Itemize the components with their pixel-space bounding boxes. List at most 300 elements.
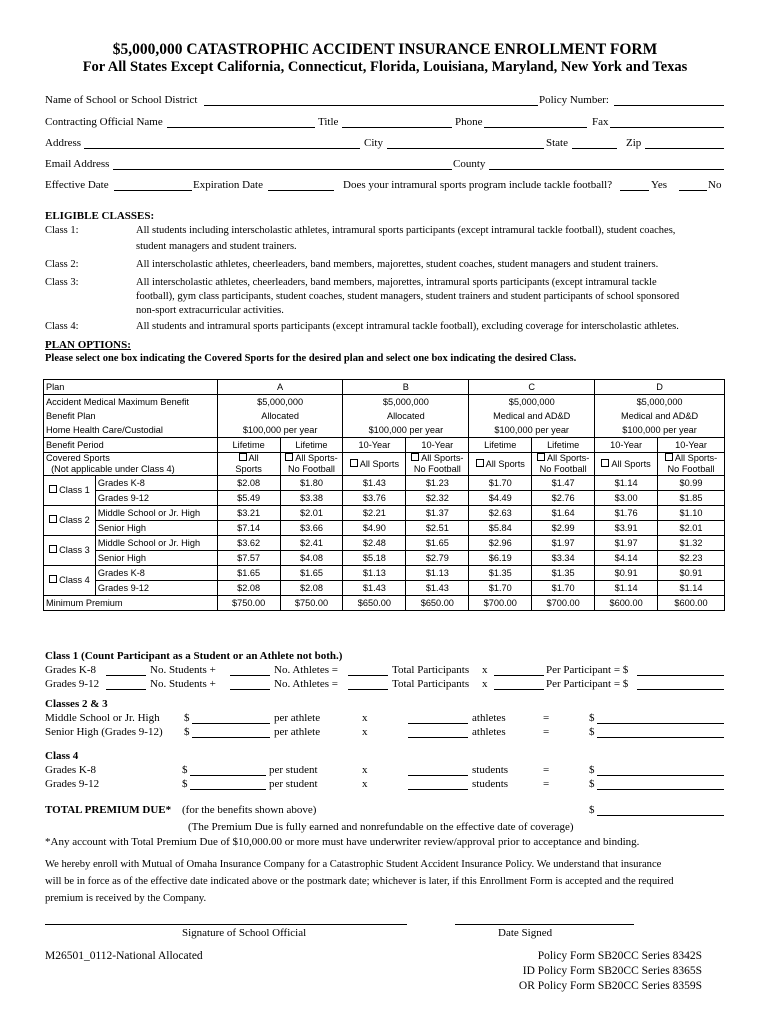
rate-cell: $0.99 bbox=[658, 476, 725, 491]
calc-label: x bbox=[362, 712, 368, 724]
calc-label: x bbox=[482, 664, 488, 676]
grade-label: Middle School or Jr. High bbox=[95, 536, 217, 551]
form-title: $5,000,000 CATASTROPHIC ACCIDENT INSURANCE ENROLLMENT FORM bbox=[112, 41, 658, 58]
expiration-date-label: Expiration Date bbox=[193, 179, 263, 191]
calc-label: athletes bbox=[472, 712, 506, 724]
cell: Lifetime bbox=[280, 438, 343, 453]
calc-label: No. Athletes = bbox=[274, 678, 338, 690]
checkbox-icon[interactable] bbox=[285, 453, 293, 461]
calc-label: $ bbox=[182, 764, 188, 776]
tackle-yes-field[interactable] bbox=[620, 179, 649, 191]
eligible-heading: ELIGIBLE CLASSES: bbox=[45, 210, 155, 222]
sr-athletes-field[interactable] bbox=[408, 726, 468, 738]
calc-label: Senior High (Grades 9-12) bbox=[45, 726, 163, 738]
grade-label: Grades 9-12 bbox=[95, 491, 217, 506]
mid-premium-field[interactable] bbox=[597, 712, 724, 724]
cell: Allocated bbox=[343, 409, 469, 423]
grade-label: Grades K-8 bbox=[95, 476, 217, 491]
cell: 10-Year bbox=[595, 438, 658, 453]
rate-cell: $1.35 bbox=[469, 566, 532, 581]
checkbox-icon[interactable] bbox=[239, 453, 247, 461]
rate-cell: $1.43 bbox=[343, 476, 406, 491]
rate-cell: $600.00 bbox=[595, 596, 658, 611]
option-text: Sports bbox=[235, 464, 262, 474]
calc-label: x bbox=[362, 778, 368, 790]
calc-label: $ bbox=[589, 804, 595, 816]
option-text: No Football bbox=[287, 464, 335, 474]
phone-label: Phone bbox=[455, 116, 483, 128]
email-field[interactable] bbox=[113, 158, 452, 170]
g912-students-field[interactable] bbox=[106, 678, 146, 690]
effective-date-field[interactable] bbox=[114, 179, 192, 191]
rate-cell: $2.63 bbox=[469, 506, 532, 521]
cell: $100,000 per year bbox=[595, 423, 725, 438]
grade-label: Grades K-8 bbox=[95, 566, 217, 581]
county-label: County bbox=[453, 158, 486, 170]
rate-cell: $4.08 bbox=[280, 551, 343, 566]
rate-cell: $1.13 bbox=[343, 566, 406, 581]
plan-a-all-sports-option[interactable] bbox=[217, 453, 280, 476]
class3-option[interactable] bbox=[44, 536, 96, 566]
rate-cell: $1.13 bbox=[406, 566, 469, 581]
tackle-yes-label: Yes bbox=[651, 179, 668, 191]
calc-label: $ bbox=[589, 726, 595, 738]
grade-label: Senior High bbox=[95, 521, 217, 536]
plan-a-header: A bbox=[217, 380, 343, 395]
cell: $5,000,000 bbox=[595, 395, 725, 410]
rate-cell: $4.14 bbox=[595, 551, 658, 566]
plan-options-heading: PLAN OPTIONS: bbox=[45, 339, 131, 351]
calc-label: No. Students + bbox=[150, 678, 216, 690]
rate-cell: $3.00 bbox=[595, 491, 658, 506]
option-text: No Football bbox=[667, 464, 715, 474]
signature-label: Signature of School Official bbox=[182, 927, 307, 939]
rate-cell: $2.01 bbox=[658, 521, 725, 536]
row-label: Minimum Premium bbox=[44, 596, 218, 611]
city-label: City bbox=[364, 137, 383, 149]
rate-cell: $1.65 bbox=[217, 566, 280, 581]
class1-desc: All students including interscholastic athletes, intramural sports participants (except intramural tackle football), student coaches, bbox=[136, 225, 676, 236]
city-field[interactable] bbox=[387, 137, 544, 149]
class-text: Class 3 bbox=[59, 545, 90, 555]
table-row bbox=[44, 581, 725, 596]
checkbox-icon[interactable] bbox=[49, 485, 57, 493]
rate-cell: $2.01 bbox=[280, 506, 343, 521]
calc-label: $ bbox=[589, 764, 595, 776]
rate-cell: $2.76 bbox=[532, 491, 595, 506]
title-label: Title bbox=[318, 116, 339, 128]
calc-label: Per Participant = $ bbox=[546, 664, 629, 676]
rate-cell: $4.90 bbox=[343, 521, 406, 536]
g912-athletes-field[interactable] bbox=[230, 678, 270, 690]
option-text: All Sports bbox=[611, 458, 651, 469]
class-text: Class 1 bbox=[59, 485, 90, 495]
rate-cell: $1.76 bbox=[595, 506, 658, 521]
rate-cell: $2.21 bbox=[343, 506, 406, 521]
class-text: Class 4 bbox=[59, 575, 90, 585]
email-label: Email Address bbox=[45, 158, 110, 170]
rate-cell: $3.91 bbox=[595, 521, 658, 536]
state-field[interactable] bbox=[572, 137, 617, 149]
date-signed-label: Date Signed bbox=[498, 927, 553, 939]
form-code: M26501_0112-National Allocated bbox=[45, 950, 203, 962]
class1-calc-heading: Class 1 (Count Participant as a Student or an Athlete not both.) bbox=[45, 650, 343, 662]
calc-label: No. Students + bbox=[150, 664, 216, 676]
plan-c-all-sports-option[interactable] bbox=[469, 453, 532, 476]
c4-k8-students-field[interactable] bbox=[408, 764, 468, 776]
table-row bbox=[44, 491, 725, 506]
table-row bbox=[44, 536, 725, 551]
checkbox-icon[interactable] bbox=[49, 545, 57, 553]
row-label: Benefit Plan bbox=[44, 409, 218, 423]
signature-field[interactable] bbox=[45, 913, 407, 925]
earned-note: (The Premium Due is fully earned and nonrefundable on the effective date of coverage) bbox=[188, 821, 574, 833]
class2-option[interactable] bbox=[44, 506, 96, 536]
calc-label: $ bbox=[589, 712, 595, 724]
rate-cell: $1.43 bbox=[343, 581, 406, 596]
plan-a-no-football-option[interactable] bbox=[280, 453, 343, 476]
checkbox-icon[interactable] bbox=[411, 453, 419, 461]
k8-premium-field[interactable] bbox=[637, 664, 724, 676]
calc-label: per student bbox=[269, 764, 318, 776]
rate-cell: $1.65 bbox=[406, 536, 469, 551]
enroll-text-2: will be in force as of the effective date indicated above or the postmark date; whichever is later, if this Enrollment Form is accepted and the required bbox=[45, 876, 674, 887]
calc-label: $ bbox=[182, 778, 188, 790]
calc-label: per athlete bbox=[274, 726, 321, 738]
plan-label: Plan bbox=[44, 380, 218, 395]
class3-desc-3: non-sport extracurricular activities. bbox=[136, 305, 284, 316]
rate-cell: $7.57 bbox=[217, 551, 280, 566]
grade-label: Grades 9-12 bbox=[95, 581, 217, 596]
cell: $5,000,000 bbox=[217, 395, 343, 410]
checkbox-icon[interactable] bbox=[49, 515, 57, 523]
g912-total-field[interactable] bbox=[348, 678, 388, 690]
rate-cell: $5.49 bbox=[217, 491, 280, 506]
class23-heading: Classes 2 & 3 bbox=[45, 698, 108, 710]
enroll-text-3: premium is received by the Company. bbox=[45, 893, 207, 904]
option-text: No Football bbox=[413, 464, 461, 474]
plan-c-no-football-option[interactable] bbox=[532, 453, 595, 476]
table-row bbox=[44, 476, 725, 491]
cell: $100,000 per year bbox=[343, 423, 469, 438]
rate-cell: $1.10 bbox=[658, 506, 725, 521]
class3-desc-2: football), gym class participants, student coaches, student managers, student trainers and student participants of school sponsored bbox=[136, 291, 680, 302]
underwriter-note: *Any account with Total Premium Due of $10,000.00 or more must have underwriter review/approval prior to acceptance and binding. bbox=[45, 836, 640, 848]
plan-b-no-football-option[interactable] bbox=[406, 453, 469, 476]
plan-header-row bbox=[44, 380, 725, 395]
class2-desc: All interscholastic athletes, cheerleaders, band members, majorettes, student coaches, student managers and student trainers. bbox=[136, 259, 659, 270]
rate-cell: $650.00 bbox=[406, 596, 469, 611]
c4-k8-premium-field[interactable] bbox=[597, 764, 724, 776]
calc-label: Grades K-8 bbox=[45, 664, 97, 676]
rate-cell: $1.32 bbox=[658, 536, 725, 551]
sr-premium-field[interactable] bbox=[597, 726, 724, 738]
covered-sports-label bbox=[44, 453, 218, 476]
rate-cell: $0.91 bbox=[658, 566, 725, 581]
calc-label: $ bbox=[184, 712, 190, 724]
k8-total-field[interactable] bbox=[348, 664, 388, 676]
rate-cell: $1.97 bbox=[595, 536, 658, 551]
official-field[interactable] bbox=[167, 116, 315, 128]
rate-cell: $1.14 bbox=[595, 581, 658, 596]
rate-cell: $2.23 bbox=[658, 551, 725, 566]
class1-label: Class 1: bbox=[45, 225, 79, 236]
covered-sports-row bbox=[44, 453, 725, 476]
rate-cell: $1.70 bbox=[469, 476, 532, 491]
c4-912-rate-field[interactable] bbox=[190, 778, 266, 790]
plan-b-header: B bbox=[343, 380, 469, 395]
calc-label: per student bbox=[269, 778, 318, 790]
grade-label: Middle School or Jr. High bbox=[95, 506, 217, 521]
rate-cell: $2.08 bbox=[217, 476, 280, 491]
cell: Lifetime bbox=[469, 438, 532, 453]
fax-field[interactable] bbox=[610, 116, 724, 128]
cell: Medical and AD&D bbox=[469, 409, 595, 423]
cell: Medical and AD&D bbox=[595, 409, 725, 423]
date-signed-field[interactable] bbox=[455, 913, 634, 925]
rate-cell: $650.00 bbox=[343, 596, 406, 611]
rate-cell: $1.65 bbox=[280, 566, 343, 581]
covered-sports-text: Covered Sports bbox=[46, 453, 110, 463]
calc-label: students bbox=[472, 764, 509, 776]
medical-row bbox=[44, 395, 725, 410]
rate-cell: $700.00 bbox=[469, 596, 532, 611]
rate-cell: $2.96 bbox=[469, 536, 532, 551]
calc-label: students bbox=[472, 778, 509, 790]
option-text: All Sports- bbox=[674, 453, 718, 463]
table-row bbox=[44, 506, 725, 521]
rate-cell: $1.23 bbox=[406, 476, 469, 491]
tackle-no-field[interactable] bbox=[679, 179, 707, 191]
fax-label: Fax bbox=[592, 116, 609, 128]
k8-students-field[interactable] bbox=[106, 664, 146, 676]
calc-label: per athlete bbox=[274, 712, 321, 724]
calc-label: x bbox=[482, 678, 488, 690]
plan-options-instruction: Please select one box indicating the Covered Sports for the desired plan and select one box indicating the desired Class. bbox=[45, 353, 577, 364]
rate-cell: $2.48 bbox=[343, 536, 406, 551]
k8-rate-field[interactable] bbox=[494, 664, 544, 676]
rate-cell: $3.62 bbox=[217, 536, 280, 551]
plan-d-all-sports-option[interactable] bbox=[595, 453, 658, 476]
policy-form-3: OR Policy Form SB20CC Series 8359S bbox=[518, 980, 702, 992]
calc-label: No. Athletes = bbox=[274, 664, 338, 676]
rate-cell: $1.14 bbox=[595, 476, 658, 491]
class3-label: Class 3: bbox=[45, 277, 79, 288]
school-label: Name of School or School District bbox=[45, 94, 198, 106]
rate-cell: $5.84 bbox=[469, 521, 532, 536]
c4-912-students-field[interactable] bbox=[408, 778, 468, 790]
rate-cell: $1.85 bbox=[658, 491, 725, 506]
rate-cell: $1.35 bbox=[532, 566, 595, 581]
rate-cell: $3.66 bbox=[280, 521, 343, 536]
plan-b-all-sports-option[interactable] bbox=[343, 453, 406, 476]
option-text: All Sports- bbox=[546, 453, 590, 463]
cell: $5,000,000 bbox=[469, 395, 595, 410]
calc-label: x bbox=[362, 726, 368, 738]
class2-label: Class 2: bbox=[45, 259, 79, 270]
rate-cell: $4.49 bbox=[469, 491, 532, 506]
county-field[interactable] bbox=[489, 158, 724, 170]
benefit-plan-row bbox=[44, 409, 725, 423]
calc-label: x bbox=[362, 764, 368, 776]
k8-athletes-field[interactable] bbox=[230, 664, 270, 676]
mid-athletes-field[interactable] bbox=[408, 712, 468, 724]
calc-label: = bbox=[543, 712, 550, 724]
home-health-row bbox=[44, 423, 725, 438]
rate-cell: $2.99 bbox=[532, 521, 595, 536]
rate-cell: $750.00 bbox=[217, 596, 280, 611]
address-label: Address bbox=[45, 137, 82, 149]
calc-label: Total Participants bbox=[392, 678, 470, 690]
option-text: All Sports- bbox=[295, 453, 338, 463]
policy-form-1: Policy Form SB20CC Series 8342S bbox=[537, 950, 702, 962]
policy-number-field[interactable] bbox=[614, 94, 724, 106]
rate-cell: $6.19 bbox=[469, 551, 532, 566]
class4-label: Class 4: bbox=[45, 321, 79, 332]
plan-d-header: D bbox=[595, 380, 725, 395]
calc-label: Per Participant = $ bbox=[546, 678, 629, 690]
plan-c-header: C bbox=[469, 380, 595, 395]
plan-table bbox=[43, 379, 725, 611]
rate-cell: $1.70 bbox=[469, 581, 532, 596]
class1-desc-2: student managers and student trainers. bbox=[136, 241, 297, 252]
rate-cell: $0.91 bbox=[595, 566, 658, 581]
minimum-premium-row bbox=[44, 596, 725, 611]
cell: $100,000 per year bbox=[217, 423, 343, 438]
enroll-text-1: We hereby enroll with Mutual of Omaha Insurance Company for a Catastrophic Student Accident Insurance Policy. We understand that insurance bbox=[45, 859, 662, 870]
mid-rate-field[interactable] bbox=[192, 712, 270, 724]
g912-premium-field[interactable] bbox=[637, 678, 724, 690]
rate-cell: $2.08 bbox=[217, 581, 280, 596]
checkbox-icon[interactable] bbox=[665, 453, 673, 461]
address-field[interactable] bbox=[84, 137, 360, 149]
calc-label: Total Participants bbox=[392, 664, 470, 676]
g912-rate-field[interactable] bbox=[494, 678, 544, 690]
calc-label: $ bbox=[184, 726, 190, 738]
option-text: All Sports bbox=[485, 458, 525, 469]
c4-k8-rate-field[interactable] bbox=[190, 764, 266, 776]
total-premium-label: TOTAL PREMIUM DUE* bbox=[45, 804, 172, 816]
total-premium-note: (for the benefits shown above) bbox=[182, 804, 317, 816]
rate-cell: $600.00 bbox=[658, 596, 725, 611]
rate-cell: $2.51 bbox=[406, 521, 469, 536]
option-text: All Sports- bbox=[421, 453, 464, 463]
rate-cell: $1.64 bbox=[532, 506, 595, 521]
rate-cell: $1.37 bbox=[406, 506, 469, 521]
class4-calc-heading: Class 4 bbox=[45, 750, 79, 762]
calc-label: $ bbox=[589, 778, 595, 790]
tackle-question: Does your intramural sports program include tackle football? bbox=[343, 179, 613, 191]
rate-cell: $3.38 bbox=[280, 491, 343, 506]
class3-desc: All interscholastic athletes, cheerleaders, band members, majorettes, intramural sports participants (except intramural tackle bbox=[136, 277, 657, 288]
rate-cell: $7.14 bbox=[217, 521, 280, 536]
school-field[interactable] bbox=[204, 94, 538, 106]
cell: 10-Year bbox=[343, 438, 406, 453]
checkbox-icon[interactable] bbox=[49, 575, 57, 583]
cell: $100,000 per year bbox=[469, 423, 595, 438]
phone-field[interactable] bbox=[484, 116, 587, 128]
calc-label: Middle School or Jr. High bbox=[45, 712, 160, 724]
option-text: All Sports bbox=[359, 458, 400, 469]
calc-label: = bbox=[543, 764, 550, 776]
rate-cell: $1.70 bbox=[532, 581, 595, 596]
table-row bbox=[44, 551, 725, 566]
rate-cell: $3.76 bbox=[343, 491, 406, 506]
title-field[interactable] bbox=[342, 116, 452, 128]
tackle-no-label: No bbox=[708, 179, 722, 191]
cell: Allocated bbox=[217, 409, 343, 423]
cell: Lifetime bbox=[217, 438, 280, 453]
table-row bbox=[44, 521, 725, 536]
calc-label: athletes bbox=[472, 726, 506, 738]
checkbox-icon[interactable] bbox=[350, 459, 358, 467]
state-label: State bbox=[546, 137, 568, 149]
rate-cell: $1.80 bbox=[280, 476, 343, 491]
row-label: Accident Medical Maximum Benefit bbox=[44, 395, 218, 410]
plan-d-no-football-option[interactable] bbox=[658, 453, 725, 476]
zip-label: Zip bbox=[626, 137, 642, 149]
cell: 10-Year bbox=[406, 438, 469, 453]
covered-sports-note: (Not applicable under Class 4) bbox=[51, 464, 175, 474]
total-premium-field[interactable] bbox=[597, 804, 724, 816]
policy-number-label: Policy Number: bbox=[539, 94, 609, 106]
rate-cell: $2.08 bbox=[280, 581, 343, 596]
form-subtitle: For All States Except California, Connecticut, Florida, Louisiana, Maryland, New York and Texas bbox=[82, 59, 688, 75]
checkbox-icon[interactable] bbox=[537, 453, 545, 461]
rate-cell: $1.43 bbox=[406, 581, 469, 596]
cell: $5,000,000 bbox=[343, 395, 469, 410]
option-text: All bbox=[248, 453, 259, 463]
row-label: Home Health Care/Custodial bbox=[44, 423, 218, 438]
rate-cell: $2.79 bbox=[406, 551, 469, 566]
calc-label: = bbox=[543, 726, 550, 738]
zip-field[interactable] bbox=[645, 137, 724, 149]
option-text: No Football bbox=[539, 464, 587, 474]
calc-label: Grades 9-12 bbox=[45, 678, 100, 690]
checkbox-icon[interactable] bbox=[601, 459, 609, 467]
official-label: Contracting Official Name bbox=[45, 116, 163, 128]
cell: Lifetime bbox=[532, 438, 595, 453]
calc-label: Grades K-8 bbox=[45, 764, 97, 776]
expiration-date-field[interactable] bbox=[268, 179, 334, 191]
class1-option[interactable] bbox=[44, 476, 96, 506]
rate-cell: $2.32 bbox=[406, 491, 469, 506]
cell: 10-Year bbox=[658, 438, 725, 453]
sr-rate-field[interactable] bbox=[192, 726, 270, 738]
rate-cell: $3.21 bbox=[217, 506, 280, 521]
effective-date-label: Effective Date bbox=[45, 179, 109, 191]
rate-cell: $1.14 bbox=[658, 581, 725, 596]
grade-label: Senior High bbox=[95, 551, 217, 566]
calc-label: = bbox=[543, 778, 550, 790]
rate-cell: $5.18 bbox=[343, 551, 406, 566]
row-label: Benefit Period bbox=[44, 438, 218, 453]
rate-cell: $1.97 bbox=[532, 536, 595, 551]
rate-cell: $750.00 bbox=[280, 596, 343, 611]
class4-desc: All students and intramural sports participants (except intramural tackle football), excluding coverage for interscholastic athletes. bbox=[136, 321, 679, 332]
calc-label: Grades 9-12 bbox=[45, 778, 100, 790]
policy-form-2: ID Policy Form SB20CC Series 8365S bbox=[522, 965, 702, 977]
benefit-period-row bbox=[44, 438, 725, 453]
rate-cell: $2.41 bbox=[280, 536, 343, 551]
table-row bbox=[44, 566, 725, 581]
checkbox-icon[interactable] bbox=[476, 459, 484, 467]
class4-option[interactable] bbox=[44, 566, 96, 596]
rate-cell: $1.47 bbox=[532, 476, 595, 491]
c4-912-premium-field[interactable] bbox=[597, 778, 724, 790]
class-text: Class 2 bbox=[59, 515, 90, 525]
rate-cell: $3.34 bbox=[532, 551, 595, 566]
